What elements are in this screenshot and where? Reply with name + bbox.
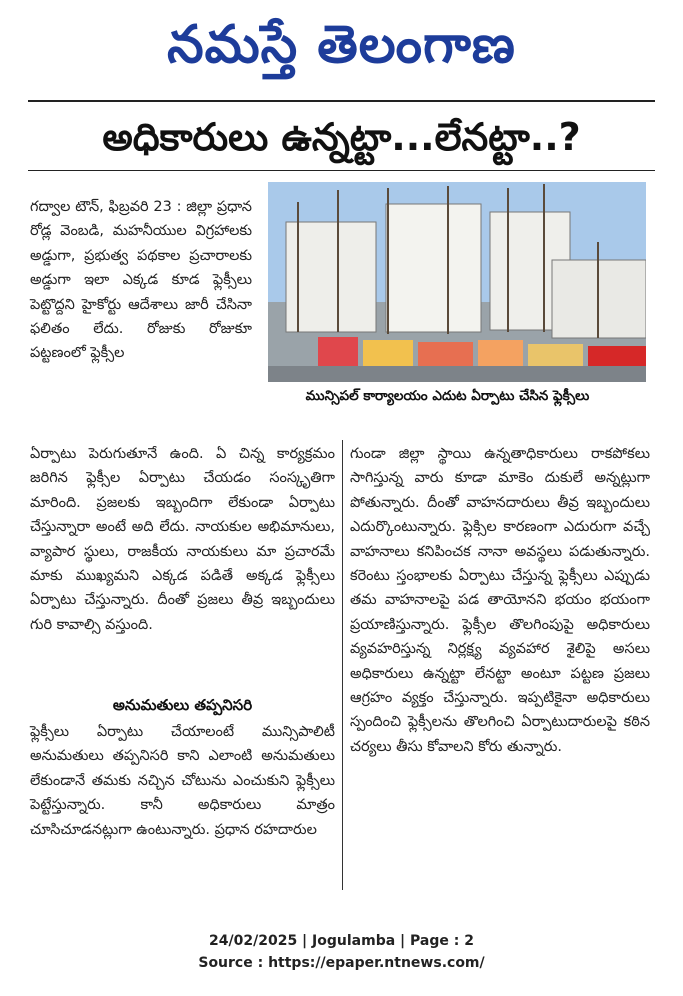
photo-caption: మున్సిపల్ కార్యాలయం ఎదుట ఏర్పాటు చేసిన ఫ్లెక్సీలు	[305, 388, 590, 404]
article-subheading: అనుమతులు తప్పనిసరి	[112, 696, 253, 714]
column-divider	[342, 440, 343, 890]
headline: అధికారులు ఉన్నట్టా...లేనట్టా..?	[102, 115, 581, 159]
article-column-1-bottom	[30, 720, 335, 842]
flex-banners-illustration	[268, 182, 646, 382]
article-column-1-middle	[30, 442, 335, 637]
article-photo	[268, 182, 646, 382]
masthead-logo: నమస్తే తెలంగాణ	[167, 14, 516, 75]
article-column-1-top	[30, 195, 252, 366]
article-paragraph: ఏర్పాటు పెరుగుతూనే ఉంది. ఏ చిన్న కార్యక్రమం జరిగిన ఫ్లెక్సీల ఏర్పాటు చేయడం సంస్కృతిగా మారింది. ప్రజలకు ఇబ్బందిగా లేకుండా ఏర్పాటు చేస్తున్నారా అంటే అది లేదు. నాయకుల అభిమానులు, వ్యాపార స్థులు, రాజకీయ నాయకులు మా ప్రచారమే మాకు ముఖ్యమని ఎక్కడ పడితే అక్కడ ఫ్లెక్సీలు ఏర్పాటు చేస్తున్నారు. దీంతో ప్రజలు తీవ్ర ఇబ్బందులు గురి కావాల్సి వస్తుంది.	[30, 446, 335, 633]
masthead-rule	[28, 100, 655, 102]
footer-date-edition: 24/02/2025 | Jogulamba | Page : 2	[209, 933, 474, 949]
article-column-2	[350, 442, 650, 759]
headline-rule	[28, 170, 655, 171]
article-paragraph: గద్వాల టౌన్, ఫిబ్రవరి 23 : జిల్లా ప్రధాన రోడ్ల వెంబడి, మహనీయుల విగ్రహాలకు అడ్డుగా, ప్రభుత్వ పథకాల ప్రచారాలకు అడ్డుగా ఇలా ఎక్కడ కూడ ఫ్లెక్సీలు పెట్టొద్దని హైకోర్టు ఆదేశాలు జారీ చేసినా ఫలితం లేదు. రోజుకు రోజుకూ పట్టణంలో ఫ్లెక్సీల	[30, 199, 252, 362]
article-paragraph: గుండా జిల్లా స్థాయి ఉన్నతాధికారులు రాకపోకలు సాగిస్తున్న వారు కూడా మాకెం దుకులే అన్నట్లుగా పోతున్నారు. దీంతో వాహనదారులు తీవ్ర ఇబ్బందులు ఎదుర్కొంటున్నారు. ఫ్లెక్సిల కారణంగా ఎదురుగా వచ్చే వాహనాలు కనిపించక నానా అవస్థలు పడుతున్నారు. కరెంటు స్తంభాలకు ఏర్పాటు చేస్తున్న ఫ్లెక్సీలు ఎప్పుడు తమ వాహనాలపై పడ తాయోనని భయం భయంగా ప్రయాణిస్తున్నారు. ఫ్లెక్సీల తొలగింపుపై అధికారులు వ్యవహరిస్తున్న నిర్లక్ష్య వ్యవహార శైలిపై అసలు అధికారులు ఉన్నట్టా లేనట్టా అంటూ పట్టణ ప్రజలు ఆగ్రహం వ్యక్తం చేస్తున్నారు. ఇప్పటికైనా అధికారులు స్పందించి ఫ్లెక్సీలను తొలగించి ఏర్పాటుదారులపై కఠిన చర్యలు తీసు కోవాలని కోరు తున్నారు.	[350, 446, 650, 755]
footer-source: Source : https://epaper.ntnews.com/	[198, 955, 485, 971]
article-paragraph: ఫ్లెక్సీలు ఏర్పాటు చేయాలంటే మున్సిపాలిటీ అనుమతులు తప్పనిసరి కాని ఎలాంటి అనుమతులు లేకుండానే తమకు నచ్చిన చోటును ఎంచుకుని ఫ్లెక్సీలు పెట్టేస్తున్నారు. కానీ అధికారులు మాత్రం చూసిచూడనట్లుగా ఉంటున్నారు. ప్రధాన రహదారుల	[30, 724, 335, 838]
